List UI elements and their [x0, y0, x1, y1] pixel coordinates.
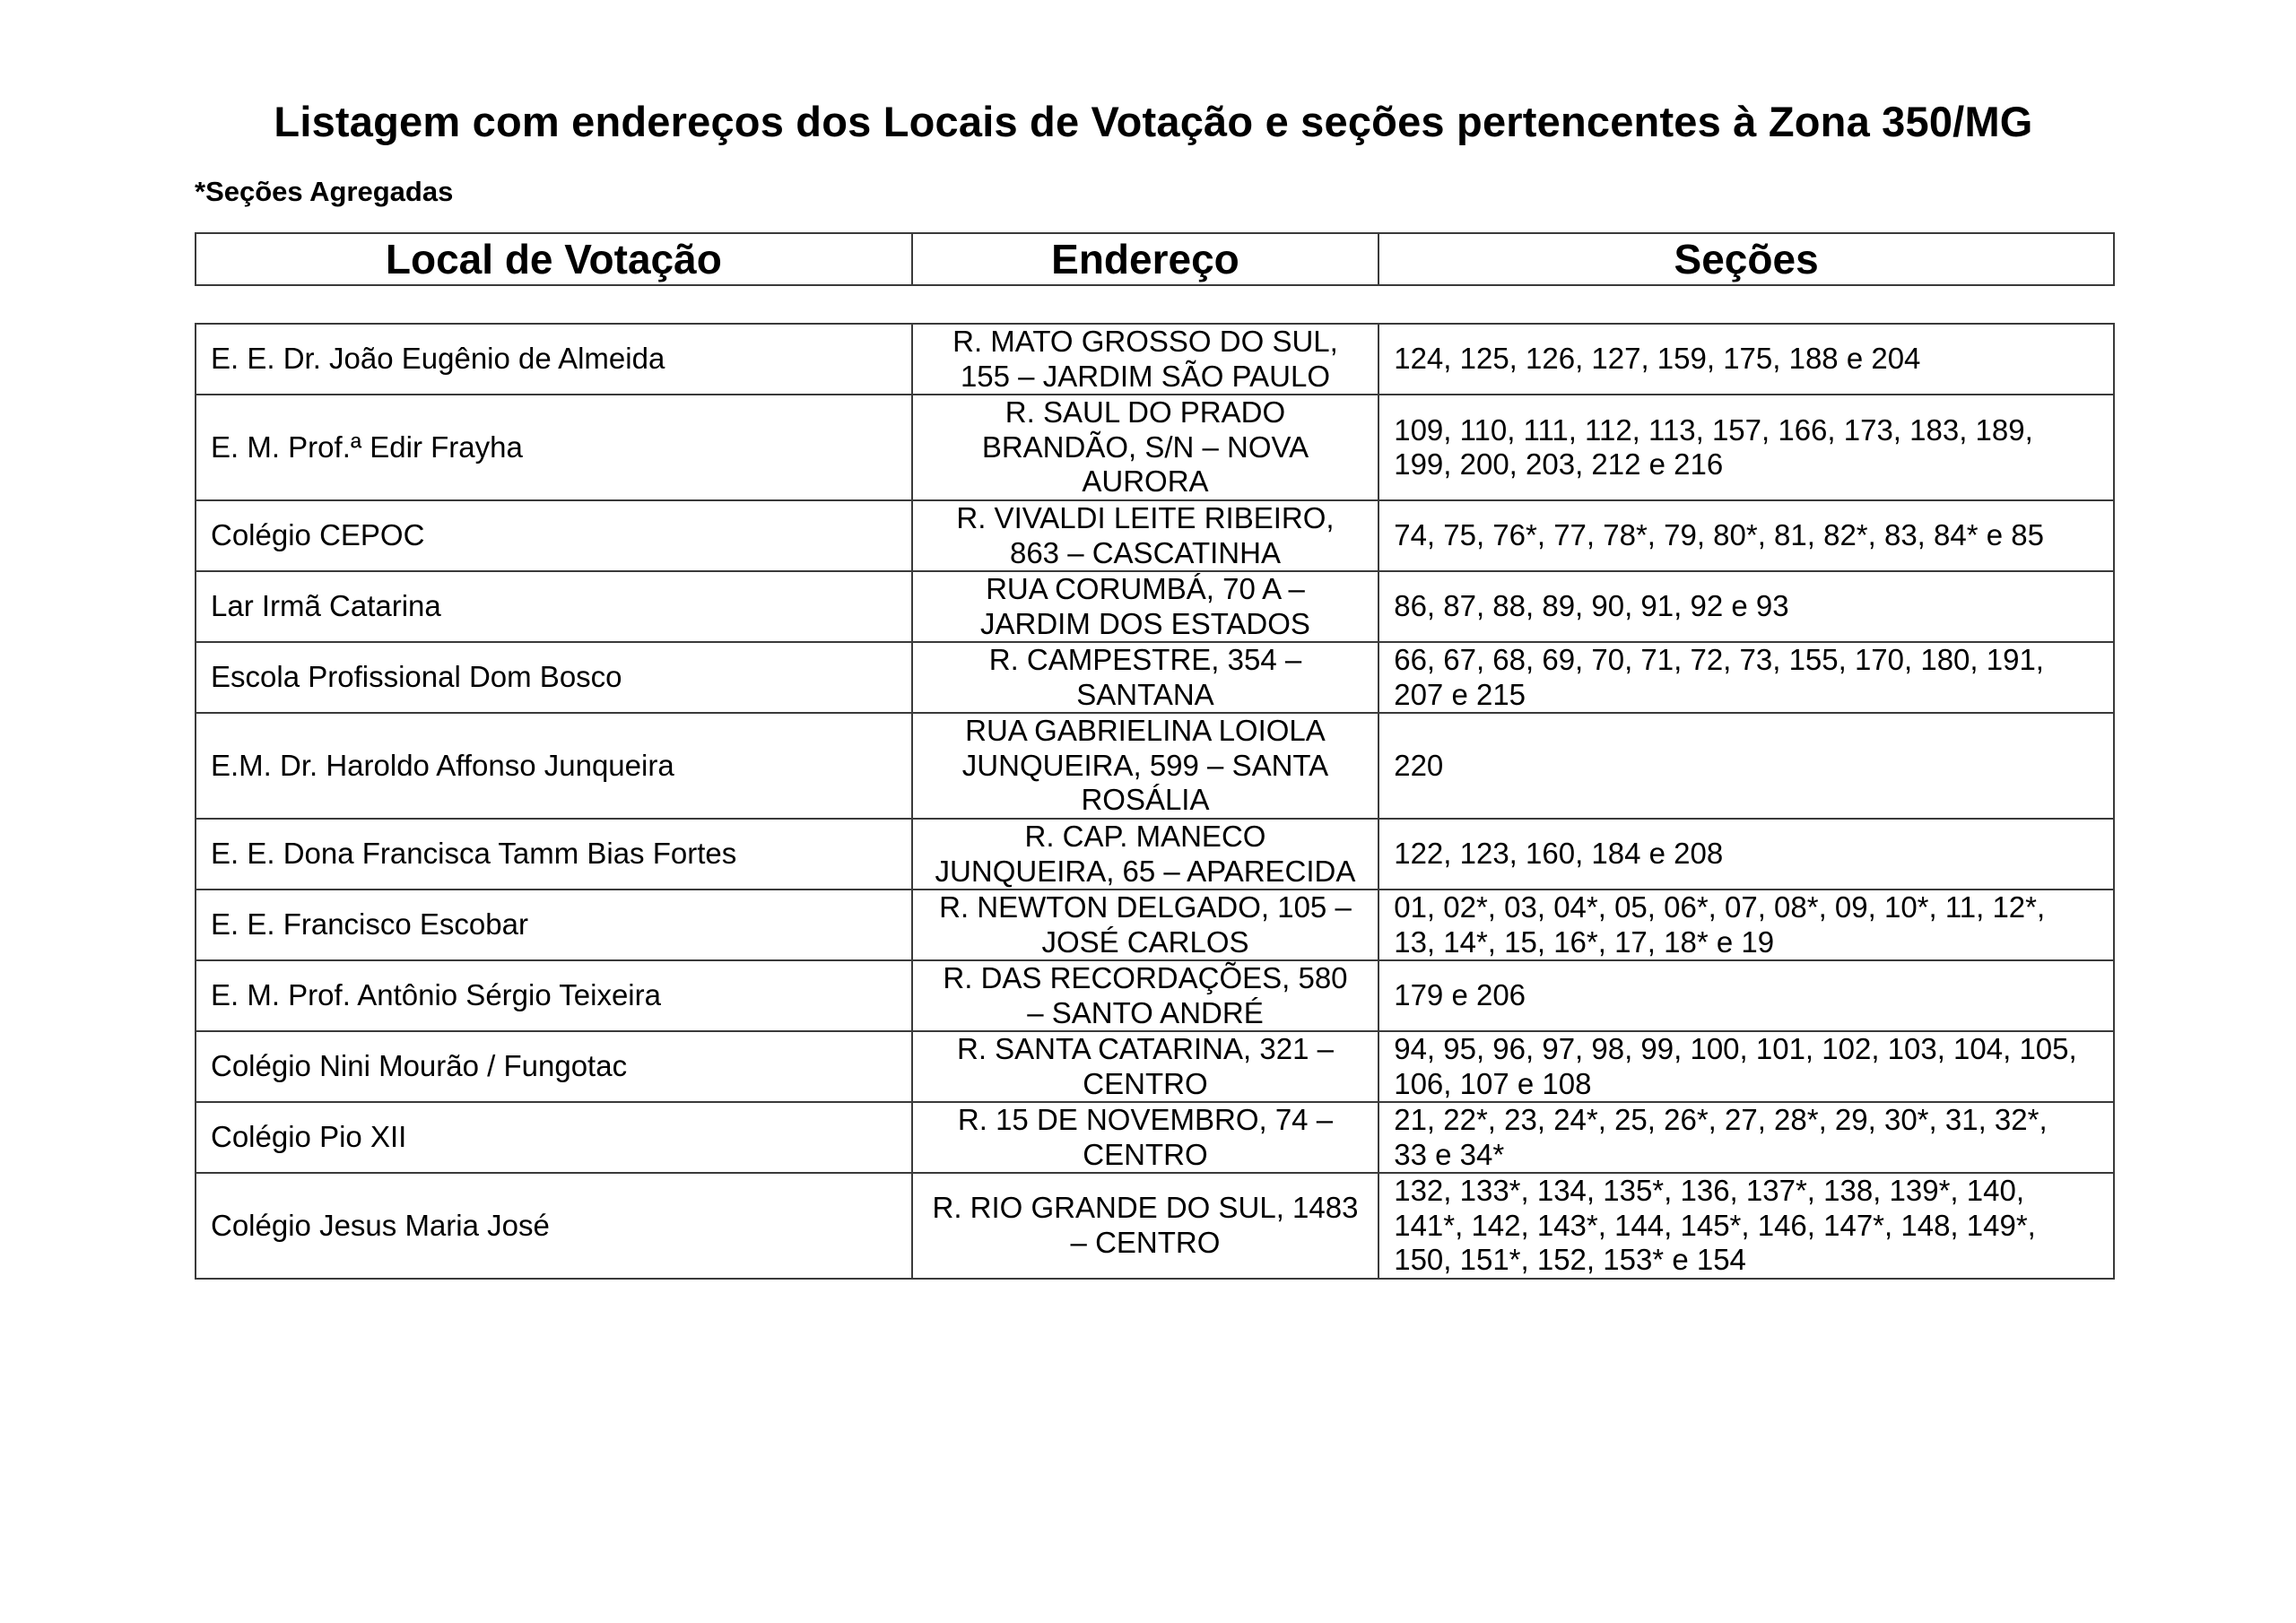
polling-place-sections	[1378, 1173, 2114, 1279]
polling-place-address-line: 863 – CASCATINHA	[1009, 535, 1281, 569]
polling-place-address	[912, 500, 1378, 571]
polling-place-sections-line: 199, 200, 203, 212 e 216	[1394, 447, 1724, 481]
polling-place-address	[912, 960, 1378, 1031]
table-header	[195, 232, 2115, 286]
polling-place-sections	[1378, 960, 2114, 1031]
table-row	[196, 1173, 2114, 1279]
polling-place-name: Colégio Nini Mourão / Fungotac	[196, 1031, 912, 1102]
polling-place-address-line: R. 15 DE NOVEMBRO, 74 –	[957, 1103, 1334, 1136]
polling-place-address	[912, 890, 1378, 960]
polling-place-sections	[1378, 713, 2114, 819]
polling-place-address	[912, 395, 1378, 500]
polling-place-address	[912, 1031, 1378, 1102]
table-row	[196, 890, 2114, 960]
column-header-address: Endereço	[912, 233, 1378, 285]
table-row	[196, 500, 2114, 571]
polling-place-sections-line: 66, 67, 68, 69, 70, 71, 72, 73, 155, 170, 180, 191,	[1394, 643, 2044, 676]
polling-place-address-line: RUA GABRIELINA LOIOLA	[965, 714, 1326, 748]
polling-place-address-line: R. MATO GROSSO DO SUL,	[952, 325, 1338, 358]
polling-place-address	[912, 1102, 1378, 1173]
polling-place-sections-line: 106, 107 e 108	[1394, 1066, 1592, 1100]
polling-place-sections	[1378, 571, 2114, 642]
polling-place-name: E.M. Dr. Haroldo Affonso Junqueira	[196, 713, 912, 819]
table-body	[196, 324, 2114, 1279]
polling-place-name: Escola Profissional Dom Bosco	[196, 642, 912, 713]
polling-place-address-line: AURORA	[1082, 464, 1209, 499]
polling-place-address-line: R. DAS RECORDAÇÕES, 580	[943, 961, 1348, 994]
polling-place-address	[912, 642, 1378, 713]
table-row	[196, 642, 2114, 713]
polling-place-address-line: CENTRO	[1083, 1066, 1208, 1100]
polling-place-address-line: RUA CORUMBÁ, 70 A –	[986, 572, 1305, 605]
polling-place-sections	[1378, 324, 2114, 395]
polling-place-sections-line: 141*, 142, 143*, 144, 145*, 146, 147*, 148, 149*,	[1394, 1208, 2036, 1242]
aggregated-sections-note: *Seções Agregadas	[195, 176, 454, 207]
polling-place-address	[912, 1173, 1378, 1279]
polling-place-sections-line: 13, 14*, 15, 16*, 17, 18* e 19	[1394, 924, 1775, 959]
polling-place-address	[912, 819, 1378, 890]
polling-place-address-line: R. SANTA CATARINA, 321 –	[956, 1032, 1334, 1065]
polling-place-sections-line: 122, 123, 160, 184 e 208	[1394, 837, 1724, 871]
polling-place-name: Lar Irmã Catarina	[196, 571, 912, 642]
polling-place-sections	[1378, 500, 2114, 571]
polling-places-table	[195, 323, 2115, 1280]
table-row	[196, 713, 2114, 819]
polling-place-name: E. E. Dona Francisca Tamm Bias Fortes	[196, 819, 912, 890]
polling-place-sections-line: 179 e 206	[1394, 978, 1526, 1012]
polling-place-address-line: BRANDÃO, S/N – NOVA	[981, 430, 1309, 464]
polling-place-sections-line: 86, 87, 88, 89, 90, 91, 92 e 93	[1394, 589, 1789, 623]
polling-place-address-line: R. VIVALDI LEITE RIBEIRO,	[956, 501, 1335, 534]
polling-place-sections-line: 220	[1394, 748, 1444, 782]
polling-place-name: E. M. Prof.ª Edir Frayha	[196, 395, 912, 500]
polling-place-address-line: CENTRO	[1083, 1137, 1208, 1171]
polling-place-name: Colégio Pio XII	[196, 1102, 912, 1173]
polling-place-address-line: 155 – JARDIM SÃO PAULO	[960, 359, 1330, 393]
polling-place-sections-line: 132, 133*, 134, 135*, 136, 137*, 138, 139*, 140,	[1394, 1174, 2024, 1207]
polling-place-sections	[1378, 890, 2114, 960]
polling-place-sections-line: 21, 22*, 23, 24*, 25, 26*, 27, 28*, 29, 30*, 31, 32*,	[1394, 1103, 2048, 1136]
polling-place-address-line: JUNQUEIRA, 599 – SANTA	[961, 748, 1329, 782]
document-title: Listagem com endereços dos Locais de Votação e seções pertencentes à Zona 350/MG	[274, 98, 2033, 145]
polling-place-address-line: JUNQUEIRA, 65 – APARECIDA	[935, 854, 1356, 888]
polling-place-sections	[1378, 819, 2114, 890]
polling-place-sections-line: 150, 151*, 152, 153* e 154	[1394, 1243, 1746, 1276]
table-row	[196, 1031, 2114, 1102]
polling-place-name: Colégio CEPOC	[196, 500, 912, 571]
polling-place-sections-line: 94, 95, 96, 97, 98, 99, 100, 101, 102, 103, 104, 105,	[1394, 1032, 2077, 1065]
polling-place-address-line: SANTANA	[1076, 677, 1214, 711]
polling-place-address-line: R. CAMPESTRE, 354 –	[988, 643, 1302, 676]
table-row	[196, 1102, 2114, 1173]
polling-place-address	[912, 571, 1378, 642]
table-row	[196, 819, 2114, 890]
table-row	[196, 324, 2114, 395]
polling-place-address	[912, 324, 1378, 395]
polling-place-sections-line: 33 e 34*	[1394, 1137, 1505, 1171]
header-row	[196, 233, 2114, 285]
polling-place-address-line: ROSÁLIA	[1081, 783, 1210, 817]
polling-place-address-line: R. CAP. MANECO	[1024, 820, 1266, 853]
polling-place-address-line: R. RIO GRANDE DO SUL, 1483	[932, 1191, 1359, 1225]
polling-place-address-line: JARDIM DOS ESTADOS	[980, 606, 1310, 640]
polling-place-address	[912, 713, 1378, 819]
polling-place-sections	[1378, 1031, 2114, 1102]
polling-place-address-line: R. NEWTON DELGADO, 105 –	[939, 890, 1352, 924]
column-header-local: Local de Votação	[196, 233, 912, 285]
polling-place-name: E. E. Dr. João Eugênio de Almeida	[196, 324, 912, 395]
table-row	[196, 571, 2114, 642]
polling-place-sections-line: 74, 75, 76*, 77, 78*, 79, 80*, 81, 82*, 83, 84* e 85	[1394, 518, 2044, 552]
table-row	[196, 395, 2114, 500]
polling-place-address-line: JOSÉ CARLOS	[1041, 924, 1249, 959]
polling-place-sections-line: 207 e 215	[1394, 677, 1526, 711]
polling-place-address-line: R. SAUL DO PRADO	[1004, 395, 1286, 430]
column-header-sections: Seções	[1378, 233, 2114, 285]
polling-place-name: E. M. Prof. Antônio Sérgio Teixeira	[196, 960, 912, 1031]
polling-place-sections	[1378, 395, 2114, 500]
polling-place-sections	[1378, 642, 2114, 713]
polling-place-name: E. E. Francisco Escobar	[196, 890, 912, 960]
polling-place-sections	[1378, 1102, 2114, 1173]
polling-place-address-line: – SANTO ANDRÉ	[1027, 995, 1264, 1029]
polling-place-name: Colégio Jesus Maria José	[196, 1173, 912, 1279]
polling-place-sections-line: 109, 110, 111, 112, 113, 157, 166, 173, 183, 189,	[1394, 412, 2033, 447]
table-row	[196, 960, 2114, 1031]
polling-place-sections-line: 124, 125, 126, 127, 159, 175, 188 e 204	[1394, 342, 1921, 376]
polling-place-sections-line: 01, 02*, 03, 04*, 05, 06*, 07, 08*, 09, 10*, 11, 12*,	[1394, 890, 2046, 924]
polling-place-address-line: – CENTRO	[1070, 1225, 1221, 1259]
